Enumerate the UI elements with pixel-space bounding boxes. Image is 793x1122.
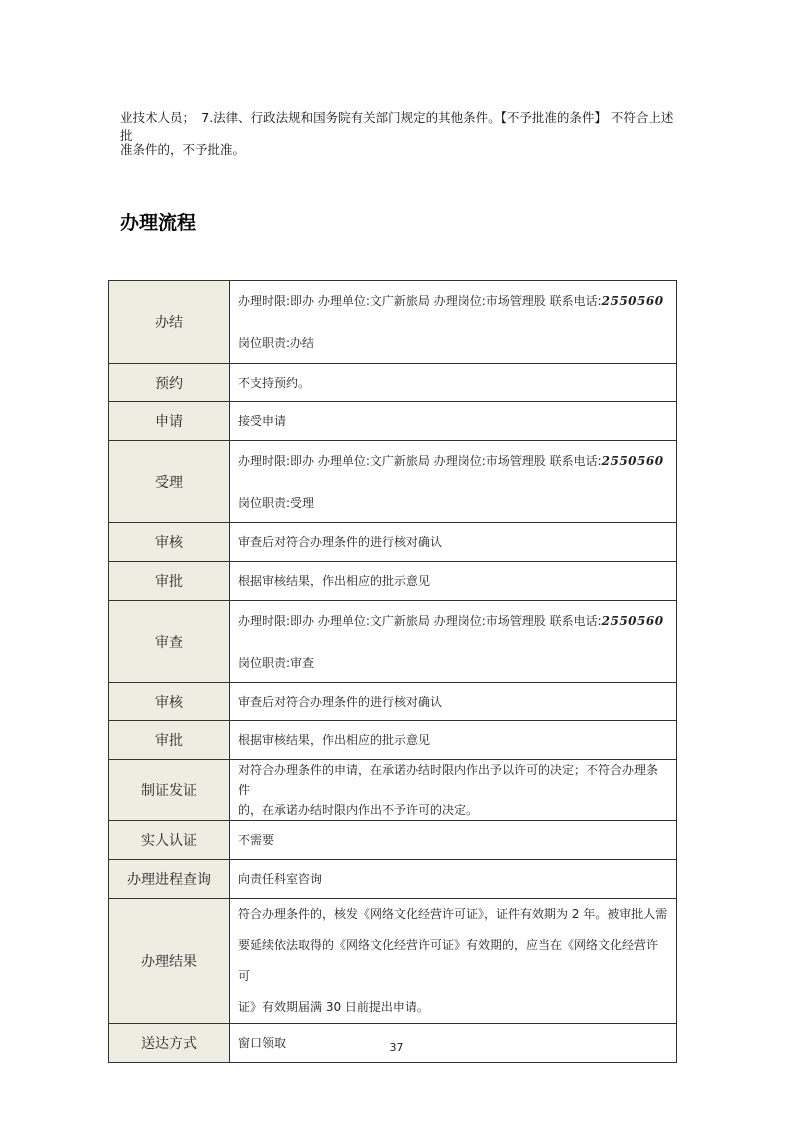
detail-text: 不支持预约。 xyxy=(238,375,311,390)
section-heading: 办理流程 xyxy=(120,212,197,234)
step-detail xyxy=(230,760,677,821)
detail-line xyxy=(238,373,668,393)
step-label: 制证发证 xyxy=(109,760,230,821)
detail-line xyxy=(238,869,668,889)
detail-text: 的，在承诺办结时限内作出不予许可的决定。 xyxy=(238,803,479,817)
step-label: 申请 xyxy=(109,402,230,441)
detail-text: 要延续依法取得的《网络文化经营许可证》有效期的，应当在《网络文化经营许可 xyxy=(238,938,659,983)
step-label: 审核 xyxy=(109,683,230,721)
detail-line xyxy=(238,899,668,930)
detail-line xyxy=(238,653,668,673)
detail-line xyxy=(238,411,668,431)
step-detail xyxy=(230,899,677,1024)
detail-line xyxy=(238,730,668,750)
process-row xyxy=(109,721,677,760)
detail-line xyxy=(238,930,668,992)
step-label: 审查 xyxy=(109,601,230,683)
detail-text: 岗位职责:受理 xyxy=(238,495,315,510)
step-detail xyxy=(230,364,677,402)
detail-text: 接受申请 xyxy=(238,414,287,428)
line-gap xyxy=(238,471,668,493)
step-label: 受理 xyxy=(109,441,230,523)
intro-paragraph-line-2: 准条件的，不予批准。 xyxy=(120,142,246,157)
step-detail xyxy=(230,562,677,601)
detail-text: 办理时限:即办 办理单位:文广新旅局 办理岗位:市场管理股 联系电话: xyxy=(238,613,602,628)
intro-paragraph-line-1: 业技术人员； 7.法律、行政法规和国务院有关部门规定的其他条件。【不予批准的条件】 不符合上述批 xyxy=(120,110,674,143)
step-detail xyxy=(230,601,677,683)
process-row xyxy=(109,523,677,562)
page-number: 37 xyxy=(389,1041,404,1054)
step-detail xyxy=(230,523,677,562)
process-row xyxy=(109,281,677,364)
detail-line xyxy=(238,760,668,800)
contact-phone: 2550560 xyxy=(601,294,664,308)
step-detail xyxy=(230,860,677,899)
process-row xyxy=(109,899,677,1024)
detail-text: 对符合办理条件的申请，在承诺办结时限内作出予以许可的决定；不符合办理条件 xyxy=(238,763,659,797)
step-label: 办结 xyxy=(109,281,230,364)
detail-text: 审查后对符合办理条件的进行核对确认 xyxy=(238,694,443,709)
step-detail xyxy=(230,281,677,364)
line-gap xyxy=(238,631,668,653)
step-label: 办理进程查询 xyxy=(109,860,230,899)
step-label: 审批 xyxy=(109,721,230,760)
detail-text: 窗口领取 xyxy=(238,1036,287,1050)
step-detail xyxy=(230,721,677,760)
detail-text: 根据审核结果，作出相应的批示意见 xyxy=(238,574,431,588)
detail-line xyxy=(238,291,668,311)
detail-text: 审查后对符合办理条件的进行核对确认 xyxy=(238,535,443,549)
process-row xyxy=(109,364,677,402)
detail-line xyxy=(238,532,668,552)
step-detail xyxy=(230,683,677,721)
detail-text: 办理时限:即办 办理单位:文广新旅局 办理岗位:市场管理股 联系电话: xyxy=(238,294,602,308)
detail-line xyxy=(238,611,668,631)
detail-line xyxy=(238,692,668,712)
detail-line xyxy=(238,800,668,820)
contact-phone: 2550560 xyxy=(601,613,664,628)
process-row xyxy=(109,860,677,899)
step-detail xyxy=(230,441,677,523)
step-label: 预约 xyxy=(109,364,230,402)
process-row xyxy=(109,683,677,721)
process-row xyxy=(109,402,677,441)
step-label: 实人认证 xyxy=(109,821,230,860)
detail-line xyxy=(238,571,668,591)
detail-line xyxy=(238,830,668,850)
process-row xyxy=(109,601,677,683)
detail-text: 根据审核结果，作出相应的批示意见 xyxy=(238,733,431,747)
detail-line xyxy=(238,493,668,513)
process-row xyxy=(109,441,677,523)
process-row xyxy=(109,562,677,601)
line-gap xyxy=(238,311,668,333)
detail-text: 岗位职责:审查 xyxy=(238,655,315,670)
detail-text: 不需要 xyxy=(238,833,275,847)
detail-text: 向责任科室咨询 xyxy=(238,872,323,886)
step-detail xyxy=(230,821,677,860)
detail-text: 岗位职责:办结 xyxy=(238,336,315,350)
step-detail xyxy=(230,402,677,441)
step-label: 审批 xyxy=(109,562,230,601)
detail-text: 证》有效期届满 30 日前提出申请。 xyxy=(238,1000,429,1014)
step-label: 办理结果 xyxy=(109,899,230,1024)
step-label: 送达方式 xyxy=(109,1024,230,1063)
process-row xyxy=(109,760,677,821)
detail-text: 办理时限:即办 办理单位:文广新旅局 办理岗位:市场管理股 联系电话: xyxy=(238,453,602,468)
contact-phone: 2550560 xyxy=(601,453,664,468)
detail-line xyxy=(238,992,668,1023)
process-row xyxy=(109,821,677,860)
detail-line xyxy=(238,333,668,353)
detail-text: 符合办理条件的，核发《网络文化经营许可证》，证件有效期为 2 年。被审批人需 xyxy=(238,907,668,921)
step-label: 审核 xyxy=(109,523,230,562)
process-table xyxy=(108,280,677,1063)
detail-line xyxy=(238,451,668,471)
